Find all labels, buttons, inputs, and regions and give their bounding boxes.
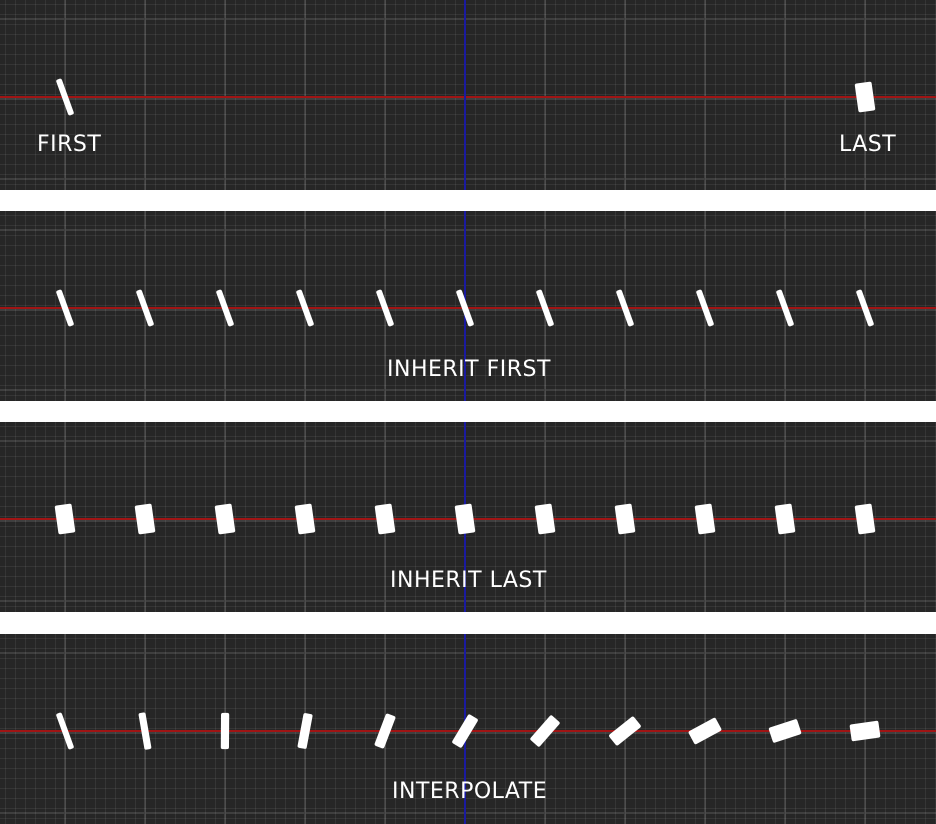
mark-interpolate-3 bbox=[297, 713, 313, 749]
mark-inherit-last-5 bbox=[455, 503, 476, 534]
mark-inherit-first-5 bbox=[456, 289, 475, 327]
mark-inherit-last-8 bbox=[695, 503, 716, 534]
mark-inherit-first-8 bbox=[696, 289, 715, 327]
mark-inherit-last-2 bbox=[215, 503, 236, 534]
mark-inherit-last-4 bbox=[375, 503, 396, 534]
mark-inherit-last-10 bbox=[855, 503, 876, 534]
mark-inherit-last-3 bbox=[295, 503, 316, 534]
mark-inherit-last-6 bbox=[535, 503, 556, 534]
panel-inherit-last bbox=[0, 422, 936, 612]
mark-inherit-last-1 bbox=[135, 503, 156, 534]
label-first: FIRST bbox=[37, 132, 102, 157]
mark-inherit-first-10 bbox=[856, 289, 875, 327]
panel-first-last bbox=[0, 0, 936, 190]
label-interpolate: INTERPOLATE bbox=[392, 779, 548, 804]
mark-interpolate-8 bbox=[688, 717, 722, 745]
mark-inherit-first-7 bbox=[616, 289, 635, 327]
mark-inherit-first-4 bbox=[376, 289, 395, 327]
label-inherit-first: INHERIT FIRST bbox=[387, 357, 551, 382]
mark-interpolate-9 bbox=[768, 719, 801, 743]
mark-inherit-first-6 bbox=[536, 289, 555, 327]
mark-interpolate-4 bbox=[374, 713, 396, 749]
mark-interpolate-7 bbox=[608, 716, 641, 746]
mark-inherit-last-0 bbox=[55, 503, 76, 534]
mark-first-last-1 bbox=[855, 81, 876, 112]
mark-interpolate-2 bbox=[221, 713, 229, 749]
mark-inherit-first-3 bbox=[296, 289, 315, 327]
mark-first-last-0 bbox=[56, 78, 75, 116]
mark-inherit-first-2 bbox=[216, 289, 235, 327]
mark-interpolate-0 bbox=[56, 712, 75, 750]
mark-interpolate-10 bbox=[849, 721, 880, 742]
mark-inherit-last-9 bbox=[775, 503, 796, 534]
panel-interpolate bbox=[0, 634, 936, 824]
mark-inherit-first-9 bbox=[776, 289, 795, 327]
mark-interpolate-5 bbox=[451, 714, 478, 749]
panel-inherit-first bbox=[0, 211, 936, 401]
mark-interpolate-6 bbox=[530, 715, 561, 748]
label-inherit-last: INHERIT LAST bbox=[390, 568, 547, 593]
mark-inherit-first-0 bbox=[56, 289, 75, 327]
mark-interpolate-1 bbox=[138, 712, 151, 750]
mark-inherit-last-7 bbox=[615, 503, 636, 534]
mark-inherit-first-1 bbox=[136, 289, 155, 327]
marks-first-last bbox=[0, 0, 936, 190]
label-last: LAST bbox=[839, 132, 897, 157]
